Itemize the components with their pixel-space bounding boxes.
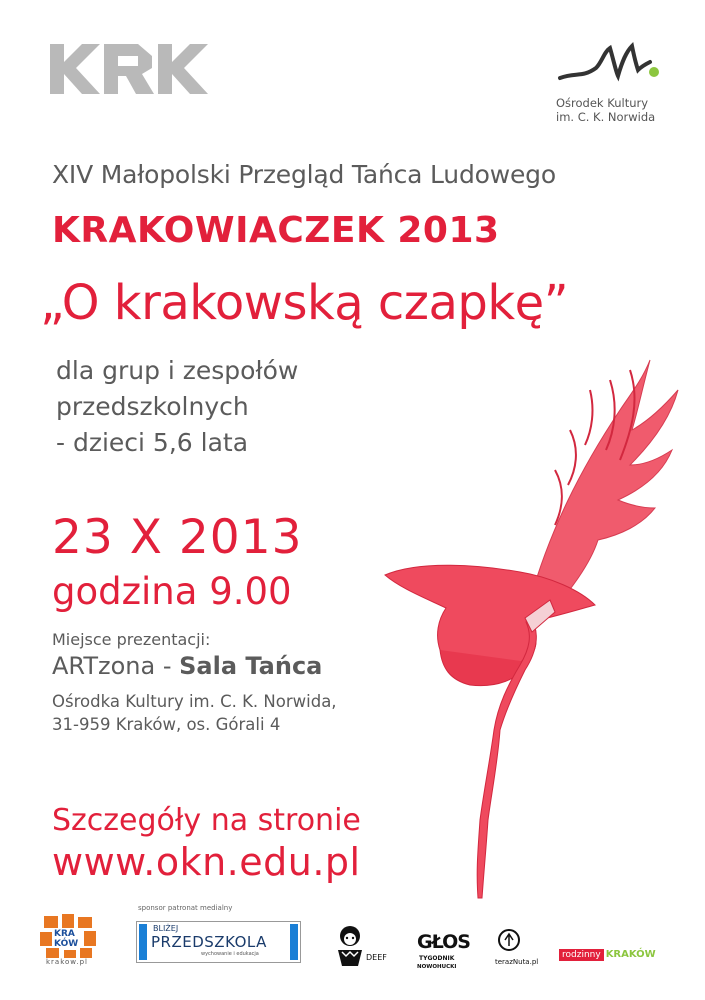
deef-label: DEEF: [366, 953, 387, 962]
event-date: 23 X 2013: [52, 510, 303, 565]
desc-line1: dla grup i zespołów: [56, 356, 299, 385]
event-motto: „O krakowską czapkę”: [40, 275, 569, 331]
org-line1: Ośrodek Kultury: [556, 96, 649, 110]
krk-logo: [50, 44, 208, 94]
glos-subtitle2: NOWOHUCKI: [417, 964, 457, 970]
teraz-nuta-logo: [495, 928, 541, 968]
org-line2: im. C. K. Norwida: [556, 110, 656, 124]
place-address: [52, 690, 337, 736]
rodzinny-label: rodzinny: [559, 949, 604, 961]
event-hour: godzina 9.00: [52, 570, 292, 613]
event-title: KRAKOWIACZEK 2013: [52, 210, 500, 251]
place-name: [52, 652, 322, 680]
desc-line3: - dzieci 5,6 lata: [56, 428, 249, 457]
website-link[interactable]: www.okn.edu.pl: [52, 840, 361, 884]
glos-logo: [416, 924, 470, 972]
rodzinny-krakow-logo: [559, 942, 683, 960]
krakow-cap-feather-illustration: [380, 350, 685, 900]
blizej-bar-left: [139, 924, 147, 960]
place-name-part1: ARTzona -: [52, 652, 180, 680]
glos-subtitle1: TYGODNIK: [419, 955, 455, 962]
krakow-sign-line2: KÓW: [54, 939, 79, 949]
teraz-nuta-label: terazNuta.pl: [495, 958, 539, 966]
desc-line2: przedszkolnych: [56, 392, 249, 421]
norwid-signature-logo: [556, 42, 666, 88]
sponsor-caption: sponsor patronat medialny: [138, 904, 233, 912]
glos-title: GŁOS: [417, 931, 470, 953]
deef-logo: [330, 922, 390, 968]
blizej-line2: PRZEDSZKOLA: [151, 933, 267, 951]
audience-description: [56, 353, 298, 461]
address-line1: Ośrodka Kultury im. C. K. Norwida,: [52, 692, 337, 711]
rodzinny-krakow-label: KRAKÓW: [605, 949, 656, 960]
krakow-sign-line1: KRA: [54, 929, 75, 939]
details-text: Szczegóły na stronie: [52, 803, 361, 838]
address-line2: 31-959 Kraków, os. Górali 4: [52, 715, 281, 734]
blizej-line3: wychowanie i edukacja: [201, 951, 259, 957]
place-name-part2: Sala Tańca: [179, 652, 323, 680]
blizej-line1: BLIŻEJ: [153, 924, 179, 933]
blizej-bar-right: [290, 924, 298, 960]
blizej-przedszkola-logo: [136, 921, 301, 963]
event-subtitle: XIV Małopolski Przegląd Tańca Ludowego: [52, 160, 556, 189]
organization-name: [556, 96, 655, 124]
place-label: Miejsce prezentacji:: [52, 630, 211, 649]
krakow-pl-label: krakow.pl: [46, 958, 89, 966]
